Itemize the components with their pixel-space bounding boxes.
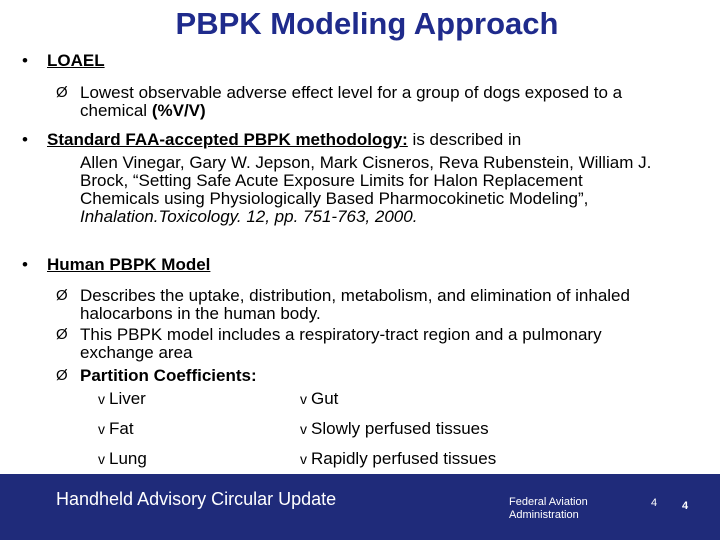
methodology-rest: is described in bbox=[407, 130, 522, 149]
diamond-bullet-icon: v bbox=[300, 421, 307, 437]
organization-line-1: Federal Aviation bbox=[509, 496, 588, 508]
coefficient-slowly-perfused bbox=[300, 419, 489, 439]
footer-title: Handheld Advisory Circular Update bbox=[56, 489, 337, 509]
model-description-line-1: Describes the uptake, distribution, metabolism, and elimination of inhaled bbox=[80, 286, 630, 305]
methodology-line bbox=[47, 130, 707, 150]
model-description-line-2: halocarbons in the human body. bbox=[80, 304, 321, 323]
model-regions bbox=[80, 326, 710, 362]
loael-definition-text-2: chemical bbox=[80, 101, 148, 120]
diamond-bullet-icon: v bbox=[98, 421, 105, 437]
sub-bullet-arrow: Ø bbox=[56, 367, 68, 384]
coefficient-label: Liver bbox=[109, 389, 146, 408]
reference-line-2: Brock, “Setting Safe Acute Exposure Limits for Halon Replacement bbox=[80, 171, 583, 190]
coefficient-fat bbox=[98, 419, 134, 439]
diamond-bullet-icon: v bbox=[300, 391, 307, 407]
loael-definition bbox=[80, 84, 710, 120]
slide-number: 4 bbox=[682, 500, 689, 512]
loael-definition-text: Lowest observable adverse effect level for a group of dogs exposed to a bbox=[80, 83, 623, 102]
loael-unit: (%V/V) bbox=[151, 101, 206, 120]
human-pbpk-heading: Human PBPK Model bbox=[47, 255, 211, 274]
coefficient-rapidly-perfused bbox=[300, 449, 496, 469]
diamond-bullet-icon: v bbox=[300, 451, 307, 467]
page-number: 4 bbox=[651, 497, 658, 509]
coefficient-lung bbox=[98, 449, 147, 469]
methodology-heading: Standard FAA-accepted PBPK methodology: bbox=[47, 130, 408, 149]
coefficient-liver bbox=[98, 389, 146, 409]
model-regions-line-1: This PBPK model includes a respiratory-tract region and a pulmonary bbox=[80, 325, 602, 344]
reference-citation bbox=[80, 154, 720, 226]
model-description bbox=[80, 287, 710, 323]
reference-line-3: Chemicals using Physiologically Based Pharmocokinetic Modeling”, bbox=[80, 189, 589, 208]
bullet-marker: • bbox=[22, 51, 28, 70]
model-regions-line-2: exchange area bbox=[80, 343, 193, 362]
bullet-marker: • bbox=[22, 255, 28, 274]
organization-name bbox=[509, 496, 619, 522]
partition-coefficients-heading: Partition Coefficients: bbox=[80, 366, 257, 385]
coefficient-label: Slowly perfused tissues bbox=[311, 419, 489, 438]
coefficient-label: Lung bbox=[109, 449, 147, 468]
footer-bar bbox=[0, 474, 720, 540]
sub-bullet-arrow: Ø bbox=[56, 326, 68, 343]
sub-bullet-arrow: Ø bbox=[56, 84, 68, 101]
coefficient-gut bbox=[300, 389, 338, 409]
diamond-bullet-icon: v bbox=[98, 391, 105, 407]
bullet-marker: • bbox=[22, 130, 28, 149]
slide-title: PBPK Modeling Approach bbox=[175, 6, 559, 41]
loael-heading: LOAEL bbox=[47, 51, 105, 70]
sub-bullet-arrow: Ø bbox=[56, 287, 68, 304]
diamond-bullet-icon: v bbox=[98, 451, 105, 467]
organization-line-2: Administration bbox=[509, 509, 579, 521]
coefficient-label: Gut bbox=[311, 389, 339, 408]
reference-line-1: Allen Vinegar, Gary W. Jepson, Mark Cisneros, Reva Rubenstein, William J. bbox=[80, 153, 652, 172]
coefficient-label: Fat bbox=[109, 419, 134, 438]
coefficient-label: Rapidly perfused tissues bbox=[311, 449, 497, 468]
reference-journal: Inhalation.Toxicology. 12, pp. 751-763, 2000. bbox=[80, 207, 418, 226]
